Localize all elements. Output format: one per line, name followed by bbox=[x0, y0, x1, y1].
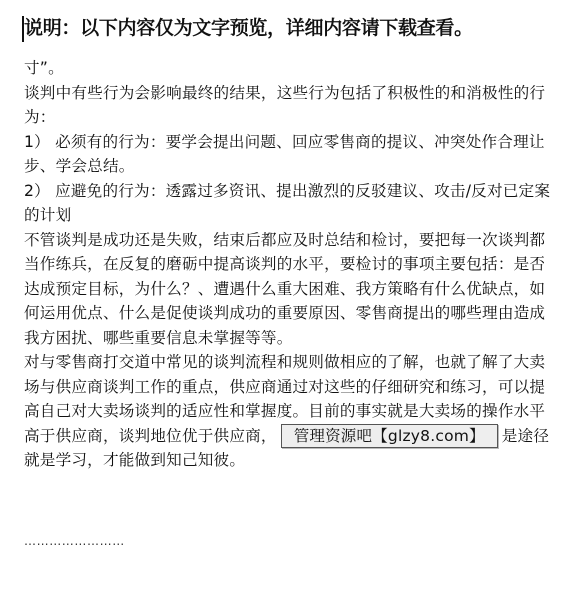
paragraph-2: 谈判中有些行为会影响最终的结果，这些行为包括了积极性的和消极性的行为： bbox=[24, 83, 546, 126]
document-body bbox=[24, 56, 554, 473]
paragraph-6-after: 是途径就是学习，才能做到知己知彼。 bbox=[24, 426, 550, 469]
paragraph-6 bbox=[24, 350, 554, 473]
paragraph-4: 2） 应避免的行为：透露过多资讯、提出激烈的反驳建议、攻击/反对已定案的计划 bbox=[24, 181, 551, 224]
paragraph-5: 不管谈判是成功还是失败，结束后都应及时总结和检讨，要把每一次谈判都当作练兵，在反复的磨砺中提高谈判的水平，要检讨的事项主要包括：是否达成预定目标，为什么？、遭遇什么重大困难、我方策略有什么优缺点，如何运用优点、什么是促使谈判成功的重要原因、零售商提出的哪些理由造成我方困扰、哪些重要信息未掌握等等。 bbox=[24, 230, 546, 347]
paragraph-1: 寸”。 bbox=[24, 59, 64, 77]
preview-notice: 说明：以下内容仅为文字预览，详细内容请下载查看。 bbox=[24, 17, 473, 39]
trailing-dots: …………………… bbox=[24, 534, 125, 548]
paragraph-6-before: 对与零售商打交道中常见的谈判流程和规则做相应的了解，也就了解了大卖场与供应商谈判工作的重点，供应商通过对这些的仔细研究和练习，可以提高自己对大卖场谈判的适应性和掌握度。目前的事实就是大卖场的操作水平高于供应商，谈判地位优于供应商， bbox=[24, 353, 546, 445]
site-watermark: 管理资源吧【glzy8.com】 bbox=[281, 424, 498, 448]
paragraph-3: 1） 必须有的行为：要学会提出问题、回应零售商的提议、冲突处作合理让步、学会总结。 bbox=[24, 132, 545, 175]
